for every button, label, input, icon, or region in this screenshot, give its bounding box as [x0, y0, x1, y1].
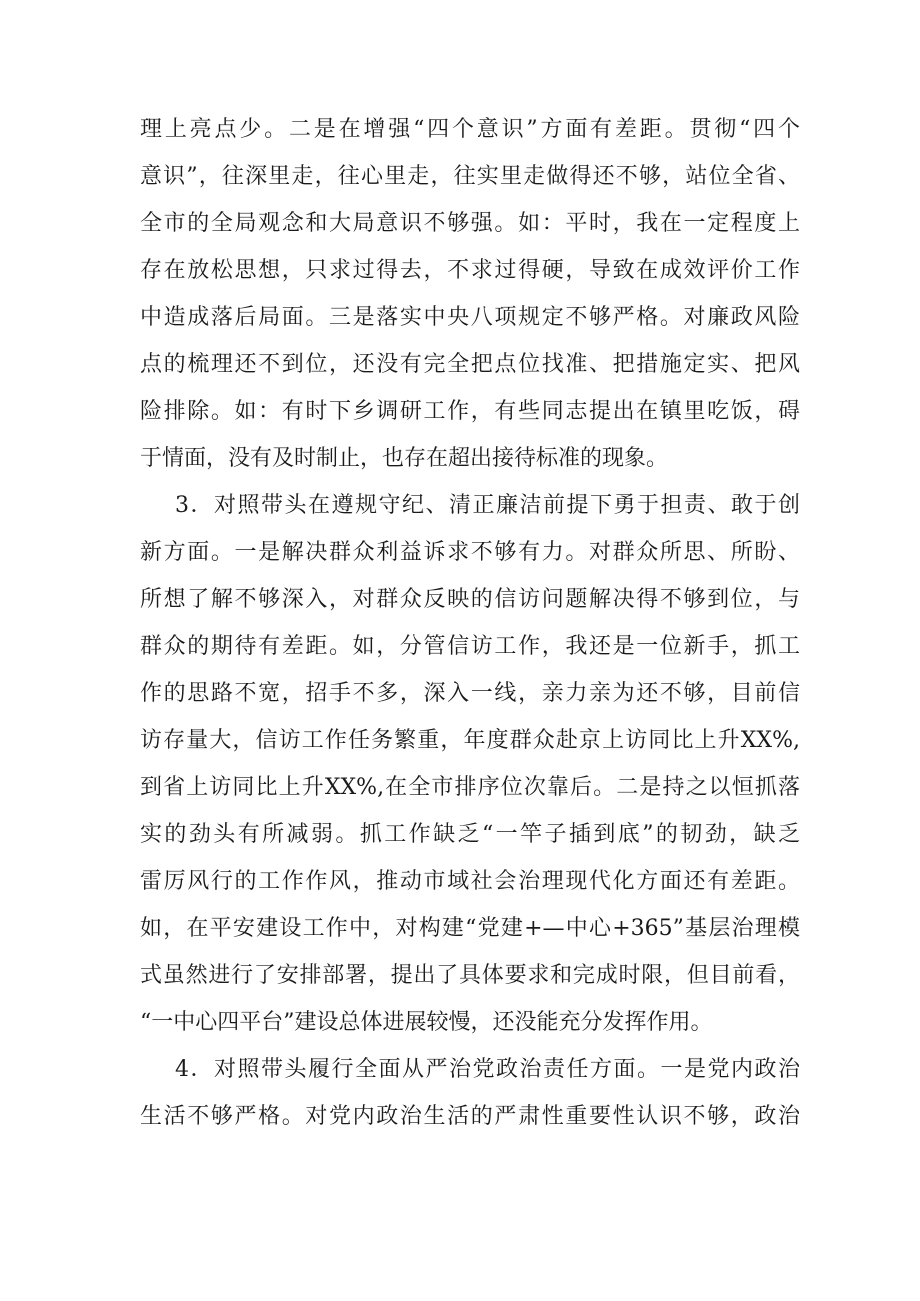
text-line: 群众的期待有差距。如，分管信访工作，我还是一位新手，抓工	[140, 634, 800, 659]
text-line: 全市的全局观念和大局意识不够强。如：平时，我在一定程度上	[140, 211, 800, 236]
text-line: 新方面。一是解决群众利益诉求不够有力。对群众所思、所盼、	[140, 540, 800, 565]
text-line: “一中心四平台”建设总体进展较慢，还没能充分发挥作用。	[140, 1010, 713, 1035]
text-line: 意识”，往深里走，往心里走，往实里走做得还不够，站位全省、	[140, 164, 800, 189]
text-line: 理上亮点少。二是在增强“四个意识”方面有差距。贯彻“四个	[140, 117, 800, 142]
text-line: 到省上访同比上升XX%,在全市排序位次靠后。二是持之以恒抓落	[140, 775, 800, 800]
document-body	[140, 106, 800, 1140]
paragraph-4-start: 4．对照带头履行全面从严治党政治责任方面。一是党内政治	[175, 1057, 800, 1082]
text-line: 式虽然进行了安排部署，提出了具体要求和完成时限，但目前看，	[140, 963, 800, 988]
text-line: 险排除。如：有时下乡调研工作，有些同志提出在镇里吃饭，碍	[140, 399, 800, 424]
text-line: 如，在平安建设工作中，对构建“党建+—中心+365”基层治理模	[140, 916, 800, 941]
paragraph-3-start: 3．对照带头在遵规守纪、清正廉洁前提下勇于担责、敢于创	[175, 493, 800, 518]
text-line: 所想了解不够深入，对群众反映的信访问题解决得不够到位，与	[140, 587, 800, 612]
text-line: 访存量大，信访工作任务繁重，年度群众赴京上访同比上升XX%,	[140, 728, 800, 753]
text-line: 点的梳理还不到位，还没有完全把点位找准、把措施定实、把风	[140, 352, 800, 377]
text-line: 作的思路不宽，招手不多，深入一线，亲力亲为还不够，目前信	[140, 681, 800, 706]
text-line: 存在放松思想，只求过得去，不求过得硬，导致在成效评价工作	[140, 258, 800, 283]
text-line: 雷厉风行的工作作风，推动市域社会治理现代化方面还有差距。	[140, 869, 800, 894]
text-line: 中造成落后局面。三是落实中央八项规定不够严格。对廉政风险	[140, 305, 800, 330]
text-line: 于情面，没有及时制止，也存在超出接待标准的现象。	[140, 446, 669, 471]
text-line: 实的劲头有所减弱。抓工作缺乏“一竿子插到底”的韧劲，缺乏	[140, 822, 800, 847]
text-line: 生活不够严格。对党内政治生活的严肃性重要性认识不够，政治	[140, 1104, 800, 1129]
